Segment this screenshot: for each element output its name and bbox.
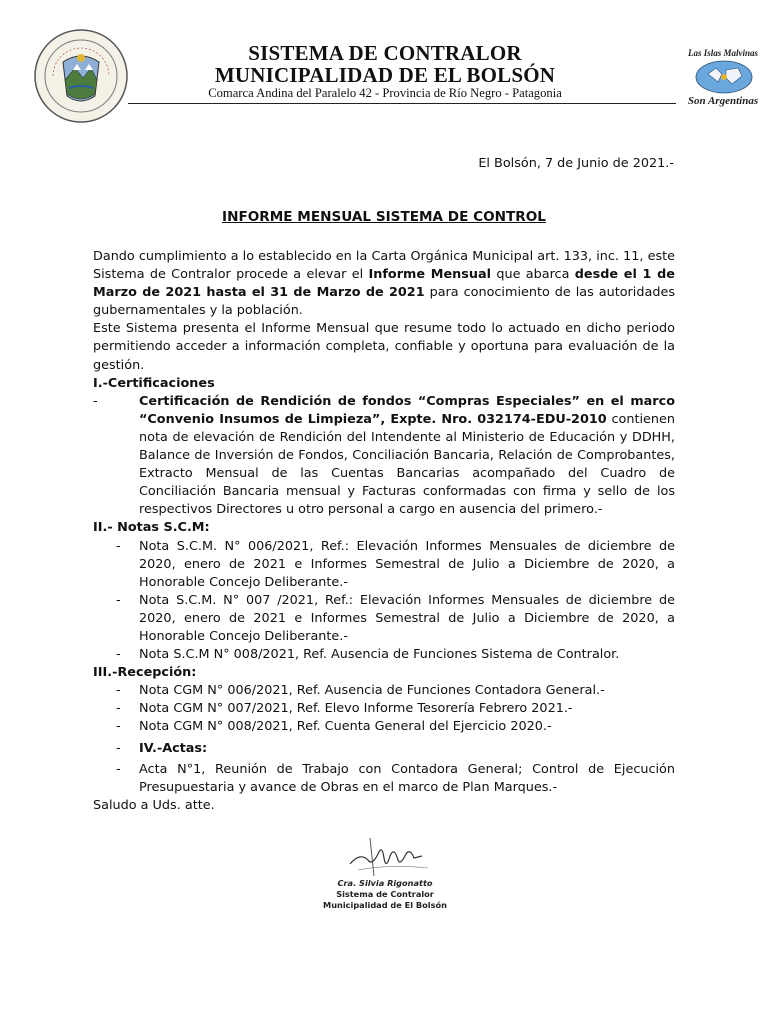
section-heading-certificaciones: I.-Certificaciones [93, 375, 215, 391]
list-item [93, 393, 675, 520]
closing-line: Saludo a Uds. atte. [93, 797, 215, 813]
item-text: Nota CGM N° 007/2021, Ref. Elevo Informe Tesorería Febrero 2021.- [139, 701, 573, 717]
letterhead-address: Comarca Andina del Paralelo 42 - Provincia de Río Negro - Patagonia [208, 86, 562, 100]
certificaciones-list [93, 393, 675, 520]
signer-name: Cra. Silvia Rigonatto [337, 878, 433, 888]
intro-text: para conocimiento de las autoridades gubernamentales y la población. [93, 285, 675, 319]
dash-bullet: - [116, 592, 121, 608]
intro-emphasis: Informe Mensual [368, 267, 492, 283]
notas-list [93, 538, 675, 665]
dash-bullet: - [116, 701, 121, 717]
recepcion-list [93, 682, 675, 797]
list-item [93, 592, 675, 646]
list-item [93, 718, 675, 736]
list-item [93, 740, 675, 758]
intro-text: Dando cumplimiento a lo establecido en la Carta Orgánica Municipal art. 133, inc. 11, este Sistema de Contralor procede a elevar el [93, 249, 675, 283]
dash-bullet: - [116, 761, 121, 777]
signer-org: Municipalidad de El Bolsón [323, 900, 447, 910]
header-divider [128, 103, 676, 104]
intro-paragraph-2: Este Sistema presenta el Informe Mensual que resume todo lo actuado en dicho periodo permitiendo acceder a información completa, confiable y oportuna para evaluación de la gestión. [93, 321, 675, 373]
intro-text: que abarca [491, 267, 575, 283]
section-heading-actas: IV.-Actas: [139, 740, 208, 756]
section-heading-recepcion: III.-Recepción: [93, 665, 197, 681]
document-date: El Bolsón, 7 de Junio de 2021.- [478, 156, 674, 171]
municipal-seal-icon [33, 28, 129, 124]
list-item [93, 646, 675, 664]
dash-bullet: - [116, 740, 121, 756]
item-title: Certificación de Rendición de fondos “Compras Especiales” en el marco “Convenio Insumos de Limpieza”, Expte. Nro. 032174-EDU-2010 [139, 393, 675, 427]
dash-bullet: - [116, 683, 121, 699]
item-text: Nota CGM N° 008/2021, Ref. Cuenta General del Ejercicio 2020.- [139, 719, 552, 735]
dash-bullet: - [116, 538, 121, 554]
document-title: INFORME MENSUAL SISTEMA DE CONTROL [222, 209, 546, 225]
list-item [93, 682, 675, 700]
malvinas-logo-icon [680, 44, 766, 110]
item-text: Nota S.C.M. N° 007 /2021, Ref.: Elevación Informes Mensuales de diciembre de 2020, enero de 2021 e Informes Semestral de Julio a Diciembre de 2020, a Honorable Concejo Deliberante.- [139, 592, 675, 644]
signer-role: Sistema de Contralor [336, 889, 434, 899]
item-text: Nota S.C.M N° 008/2021, Ref. Ausencia de Funciones Sistema de Contralor. [139, 647, 620, 663]
dash-bullet: - [116, 719, 121, 735]
document-body [93, 248, 675, 815]
intro-paragraph-1 [93, 248, 675, 320]
letterhead-title: SISTEMA DE CONTRALOR [248, 41, 522, 65]
list-item [93, 700, 675, 718]
item-text: Nota S.C.M. N° 006/2021, Ref.: Elevación Informes Mensuales de diciembre de 2020, enero de 2021 e Informes Semestral de Julio a Diciembre de 2020, a Honorable Concejo Deliberante.- [139, 538, 675, 590]
item-text: Nota CGM N° 006/2021, Ref. Ausencia de Funciones Contadora General.- [139, 683, 605, 699]
letterhead-subtitle: MUNICIPALIDAD DE EL BOLSÓN [214, 63, 556, 87]
dash-bullet: - [116, 647, 121, 663]
dash-bullet: - [93, 393, 98, 409]
item-text: Acta N°1, Reunión de Trabajo con Contadora General; Control de Ejecución Presupuestaria y avance de Obras en el marco de Plan Marques.- [139, 761, 675, 795]
intro-period: desde el 1 de Marzo de 2021 hasta el 31 de Marzo de 2021 [93, 267, 675, 301]
letterhead [140, 41, 630, 100]
list-item [93, 761, 675, 797]
list-item [93, 538, 675, 592]
logo-text-top: Las Islas Malvinas [687, 48, 759, 58]
signature-block [300, 878, 470, 911]
item-text: contienen nota de elevación de Rendición del Intendente al Ministerio de Educación y DDHH, Balance de Inversión de Fondos, Conciliación Bancaria, Relación de Comprobantes, Extracto Mensual de las Cuentas Bancarias acompañado del Cuadro de Conciliación Bancaria mensual y Facturas conformadas con firma y sello de los respectivos Directores u otro personal a cargo en ausencia del primero.- [139, 411, 675, 518]
section-heading-notas: II.- Notas S.C.M: [93, 520, 210, 536]
signature-scribble-icon [300, 830, 470, 880]
logo-text-bottom: Son Argentinas [687, 95, 759, 107]
